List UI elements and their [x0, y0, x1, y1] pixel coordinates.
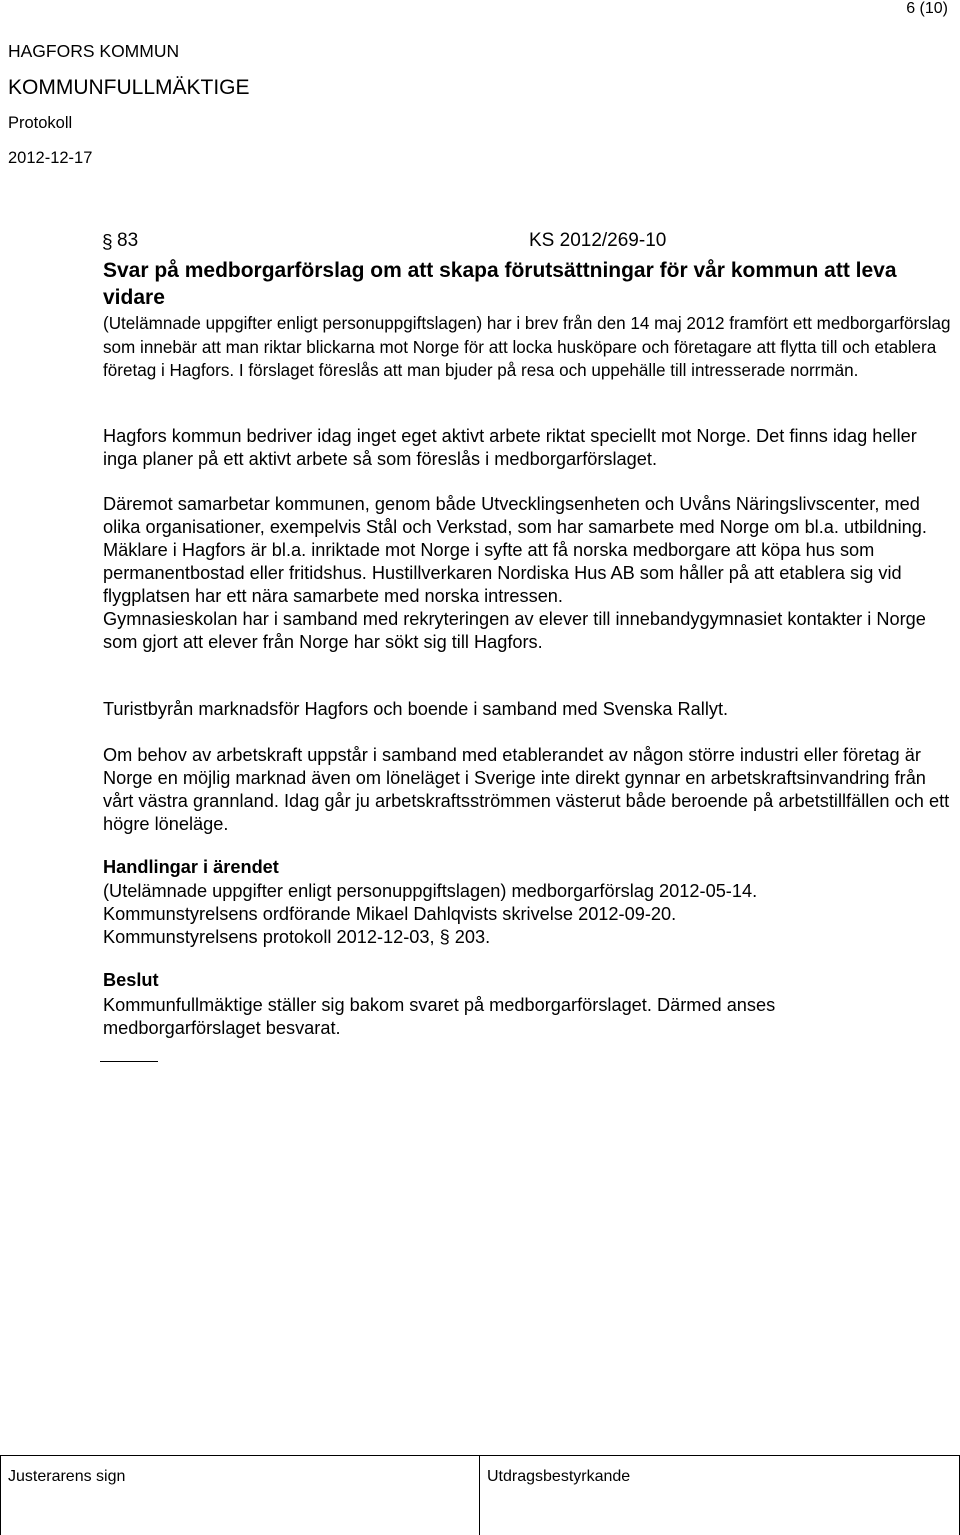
- handlingar-heading: Handlingar i ärendet: [103, 857, 279, 877]
- beslut-line: medborgarförslaget besvarat.: [103, 1018, 341, 1038]
- list-item: Kommunstyrelsens ordförande Mikael Dahlqvists skrivelse 2012-09-20.: [103, 904, 677, 924]
- handlingar-list: [103, 880, 757, 949]
- header-date: 2012-12-17: [8, 149, 93, 167]
- end-divider: [100, 1061, 158, 1062]
- paragraph-current-work: Hagfors kommun bedriver idag inget eget aktivt arbete riktat speciellt mot Norge. Det finns idag heller inga planer på ett aktivt arbete så som föreslås i medborgarförslaget.: [103, 426, 917, 469]
- header-body: KOMMUNFULLMÄKTIGE: [8, 76, 250, 99]
- paragraph-line: Mäklare i Hagfors är bl.a. inriktade mot Norge i syfte att få norska medborgare att köpa hus som permanentbostad eller fritidshus. Hustillverkaren Nordiska Hus AB som håller på att etablera sig vid flygplatsen har ett nära samarbete med norska intressen.: [103, 540, 902, 606]
- header-doc-type: Protokoll: [8, 114, 73, 132]
- section-sign: §: [102, 232, 113, 253]
- beslut-text: [103, 994, 775, 1040]
- list-item: (Utelämnade uppgifter enligt personuppgiftslagen) medborgarförslag 2012-05-14.: [103, 881, 758, 901]
- footer-signature-label: Justerarens sign: [8, 1468, 126, 1485]
- paragraph-cooperation: [103, 493, 953, 654]
- header-municipality: HAGFORS KOMMUN: [8, 41, 180, 61]
- paragraph-background: (Utelämnade uppgifter enligt personuppgiftslagen) har i brev från den 14 maj 2012 framfört ett medborgarförslag som innebär att man riktar blickarna mot Norge för att locka husköpare och företagare att flytta till och etablera företag i Hagfors. I förslaget föreslås att man bjuder på resa och uppehälle till intresserade norrmän.: [103, 314, 951, 380]
- footer-left-border: [0, 1456, 1, 1535]
- case-title: Svar på medborgarförslag om att skapa förutsättningar för vår kommun att leva vidare: [103, 259, 897, 309]
- footer-divider: [0, 1455, 960, 1456]
- paragraph-labour: Om behov av arbetskraft uppstår i samband med etablerandet av någon större industri eller företag är Norge en möjlig marknad även om löneläget i Sverige inte direkt gynnar en arbetskraftsinvandring från vårt västra grannland. Idag går ju arbetskraftsströmmen västerut både beroende på arbetstillfällen och ett högre löneläge.: [103, 745, 950, 834]
- paragraph-line: Gymnasieskolan har i samband med rekryteringen av elever till innebandygymnasiet kontakter i Norge som gjort att elever från Norge har sökt sig till Hagfors.: [103, 609, 926, 652]
- beslut-line: Kommunfullmäktige ställer sig bakom svaret på medborgarförslaget. Därmed anses: [103, 995, 776, 1015]
- case-number: 83: [117, 230, 139, 251]
- page-number: 6 (10): [906, 0, 948, 17]
- footer-middle-border: [479, 1456, 480, 1535]
- paragraph-tourism: Turistbyrån marknadsför Hagfors och boende i samband med Svenska Rallyt.: [103, 699, 729, 719]
- beslut-heading: Beslut: [103, 970, 159, 990]
- paragraph-line: Däremot samarbetar kommunen, genom både Utvecklingsenheten och Uvåns Näringslivscenter, med olika organisationer, exempelvis Stål och Verkstad, som har samarbete med Norge om bl.a. utbildning.: [103, 494, 927, 537]
- list-item: Kommunstyrelsens protokoll 2012-12-03, § 203.: [103, 927, 491, 947]
- case-reference: KS 2012/269-10: [529, 230, 667, 251]
- footer-extract-label: Utdragsbestyrkande: [487, 1468, 631, 1485]
